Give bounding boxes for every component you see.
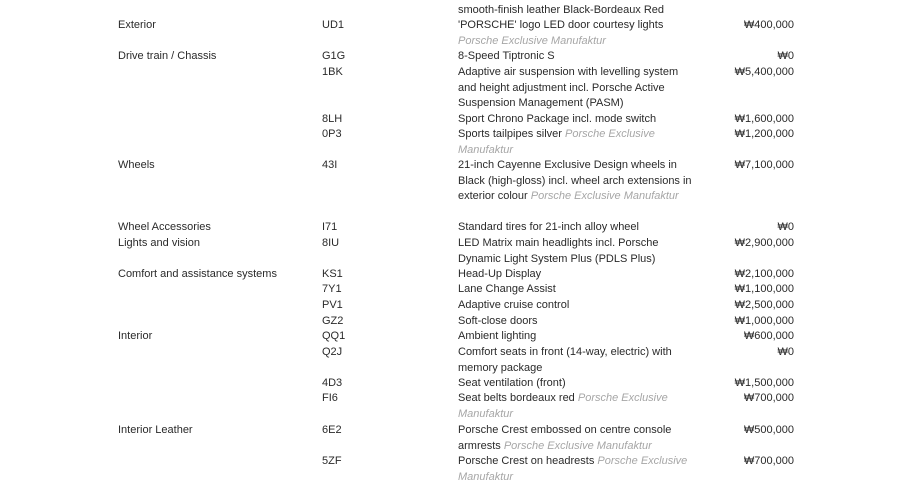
option-code: 43I	[322, 159, 338, 171]
category-label: Drive train / Chassis	[118, 50, 217, 62]
option-description	[458, 423, 698, 454]
option-price: ₩1,000,000	[734, 315, 794, 327]
option-price: ₩1,200,000	[734, 128, 794, 140]
option-description	[458, 112, 698, 128]
description-text: 'PORSCHE' logo LED door courtesy lights	[458, 19, 664, 31]
option-description	[458, 158, 698, 205]
option-code: 0P3	[322, 128, 342, 140]
exclusive-manufaktur-note: Porsche Exclusive Manufaktur	[458, 455, 688, 483]
exclusive-manufaktur-note: Porsche Exclusive Manufaktur	[458, 128, 655, 156]
option-price: ₩0	[777, 221, 794, 233]
option-code: G1G	[322, 50, 346, 62]
option-description	[458, 454, 698, 485]
exclusive-manufaktur-note: Porsche Exclusive Manufaktur	[458, 392, 668, 420]
description-text: LED Matrix main headlights incl. Porsche Dynamic Light System Plus (PDLS Plus)	[458, 237, 659, 265]
description-text: Sport Chrono Package incl. mode switch	[458, 113, 657, 125]
description-text: Comfort seats in front (14-way, electric) with memory package	[458, 346, 672, 374]
option-code: KS1	[322, 268, 343, 280]
category-label: Interior Leather	[118, 424, 193, 436]
clipped-description-line: smooth-finish leather Black-Bordeaux Red	[458, 4, 665, 16]
option-code: GZ2	[322, 315, 344, 327]
option-description	[458, 18, 698, 49]
option-price: ₩500,000	[743, 424, 794, 436]
option-description	[458, 298, 698, 314]
description-text: Ambient lighting	[458, 330, 537, 342]
option-description	[458, 345, 698, 376]
option-price: ₩1,600,000	[734, 113, 794, 125]
description-text: 21-inch Cayenne Exclusive Design wheels in Black (high-gloss) incl. wheel arch extensions in exterior colour	[458, 159, 692, 202]
option-code: FI6	[322, 392, 338, 404]
option-code: 5ZF	[322, 455, 342, 467]
exclusive-manufaktur-note: Porsche Exclusive Manufaktur	[503, 439, 652, 452]
option-price: ₩2,100,000	[734, 268, 794, 280]
category-label: Interior	[118, 330, 153, 342]
category-label: Wheel Accessories	[118, 221, 211, 233]
option-price: ₩2,900,000	[734, 237, 794, 249]
option-code: 8IU	[322, 237, 340, 249]
description-text: Sports tailpipes silver	[458, 128, 562, 140]
option-description	[458, 127, 698, 158]
option-description	[458, 376, 698, 392]
description-text: Porsche Crest embossed on centre console armrests	[458, 424, 672, 452]
description-text: Head-Up Display	[458, 268, 542, 280]
category-label: Exterior	[118, 19, 156, 31]
option-code: QQ1	[322, 330, 346, 342]
category-label: Lights and vision	[118, 237, 200, 249]
option-description	[458, 267, 698, 283]
option-code: I71	[322, 221, 338, 233]
option-description	[458, 220, 698, 236]
description-text: Standard tires for 21-inch alloy wheel	[458, 221, 639, 233]
description-text: 8-Speed Tiptronic S	[458, 50, 555, 62]
description-text: Seat belts bordeaux red	[458, 392, 575, 404]
option-description	[458, 391, 698, 422]
option-description	[458, 282, 698, 298]
category-label: Comfort and assistance systems	[118, 268, 277, 280]
option-description	[458, 65, 698, 112]
option-description	[458, 314, 698, 330]
option-code: 1BK	[322, 66, 343, 78]
option-code: 4D3	[322, 377, 343, 389]
option-description	[458, 236, 698, 267]
option-code: PV1	[322, 299, 343, 311]
option-price: ₩700,000	[743, 455, 794, 467]
option-code: 8LH	[322, 113, 343, 125]
option-description	[458, 329, 698, 345]
option-code: 7Y1	[322, 283, 342, 295]
description-text: Adaptive cruise control	[458, 299, 570, 311]
category-label: Wheels	[118, 159, 155, 171]
description-text: Adaptive air suspension with levelling system and height adjustment incl. Porsche Active Suspension Management (PASM)	[458, 66, 679, 109]
option-price: ₩5,400,000	[734, 66, 794, 78]
option-price: ₩1,100,000	[734, 283, 794, 295]
exclusive-manufaktur-note: Porsche Exclusive Manufaktur	[458, 34, 606, 47]
option-price: ₩0	[777, 346, 794, 358]
option-description	[458, 49, 698, 65]
option-price: ₩700,000	[743, 392, 794, 404]
option-price: ₩400,000	[743, 19, 794, 31]
description-text: Porsche Crest on headrests	[458, 455, 595, 467]
option-code: Q2J	[322, 346, 343, 358]
option-price: ₩1,500,000	[734, 377, 794, 389]
option-price: ₩600,000	[743, 330, 794, 342]
exclusive-manufaktur-note: Porsche Exclusive Manufaktur	[530, 190, 679, 202]
option-code: 6E2	[322, 424, 342, 436]
option-price: ₩7,100,000	[734, 159, 794, 171]
option-price: ₩0	[777, 50, 794, 62]
description-text: Lane Change Assist	[458, 283, 556, 295]
option-code: UD1	[322, 19, 345, 31]
option-price: ₩2,500,000	[734, 299, 794, 311]
description-text: Seat ventilation (front)	[458, 377, 566, 389]
description-text: Soft-close doors	[458, 315, 538, 327]
